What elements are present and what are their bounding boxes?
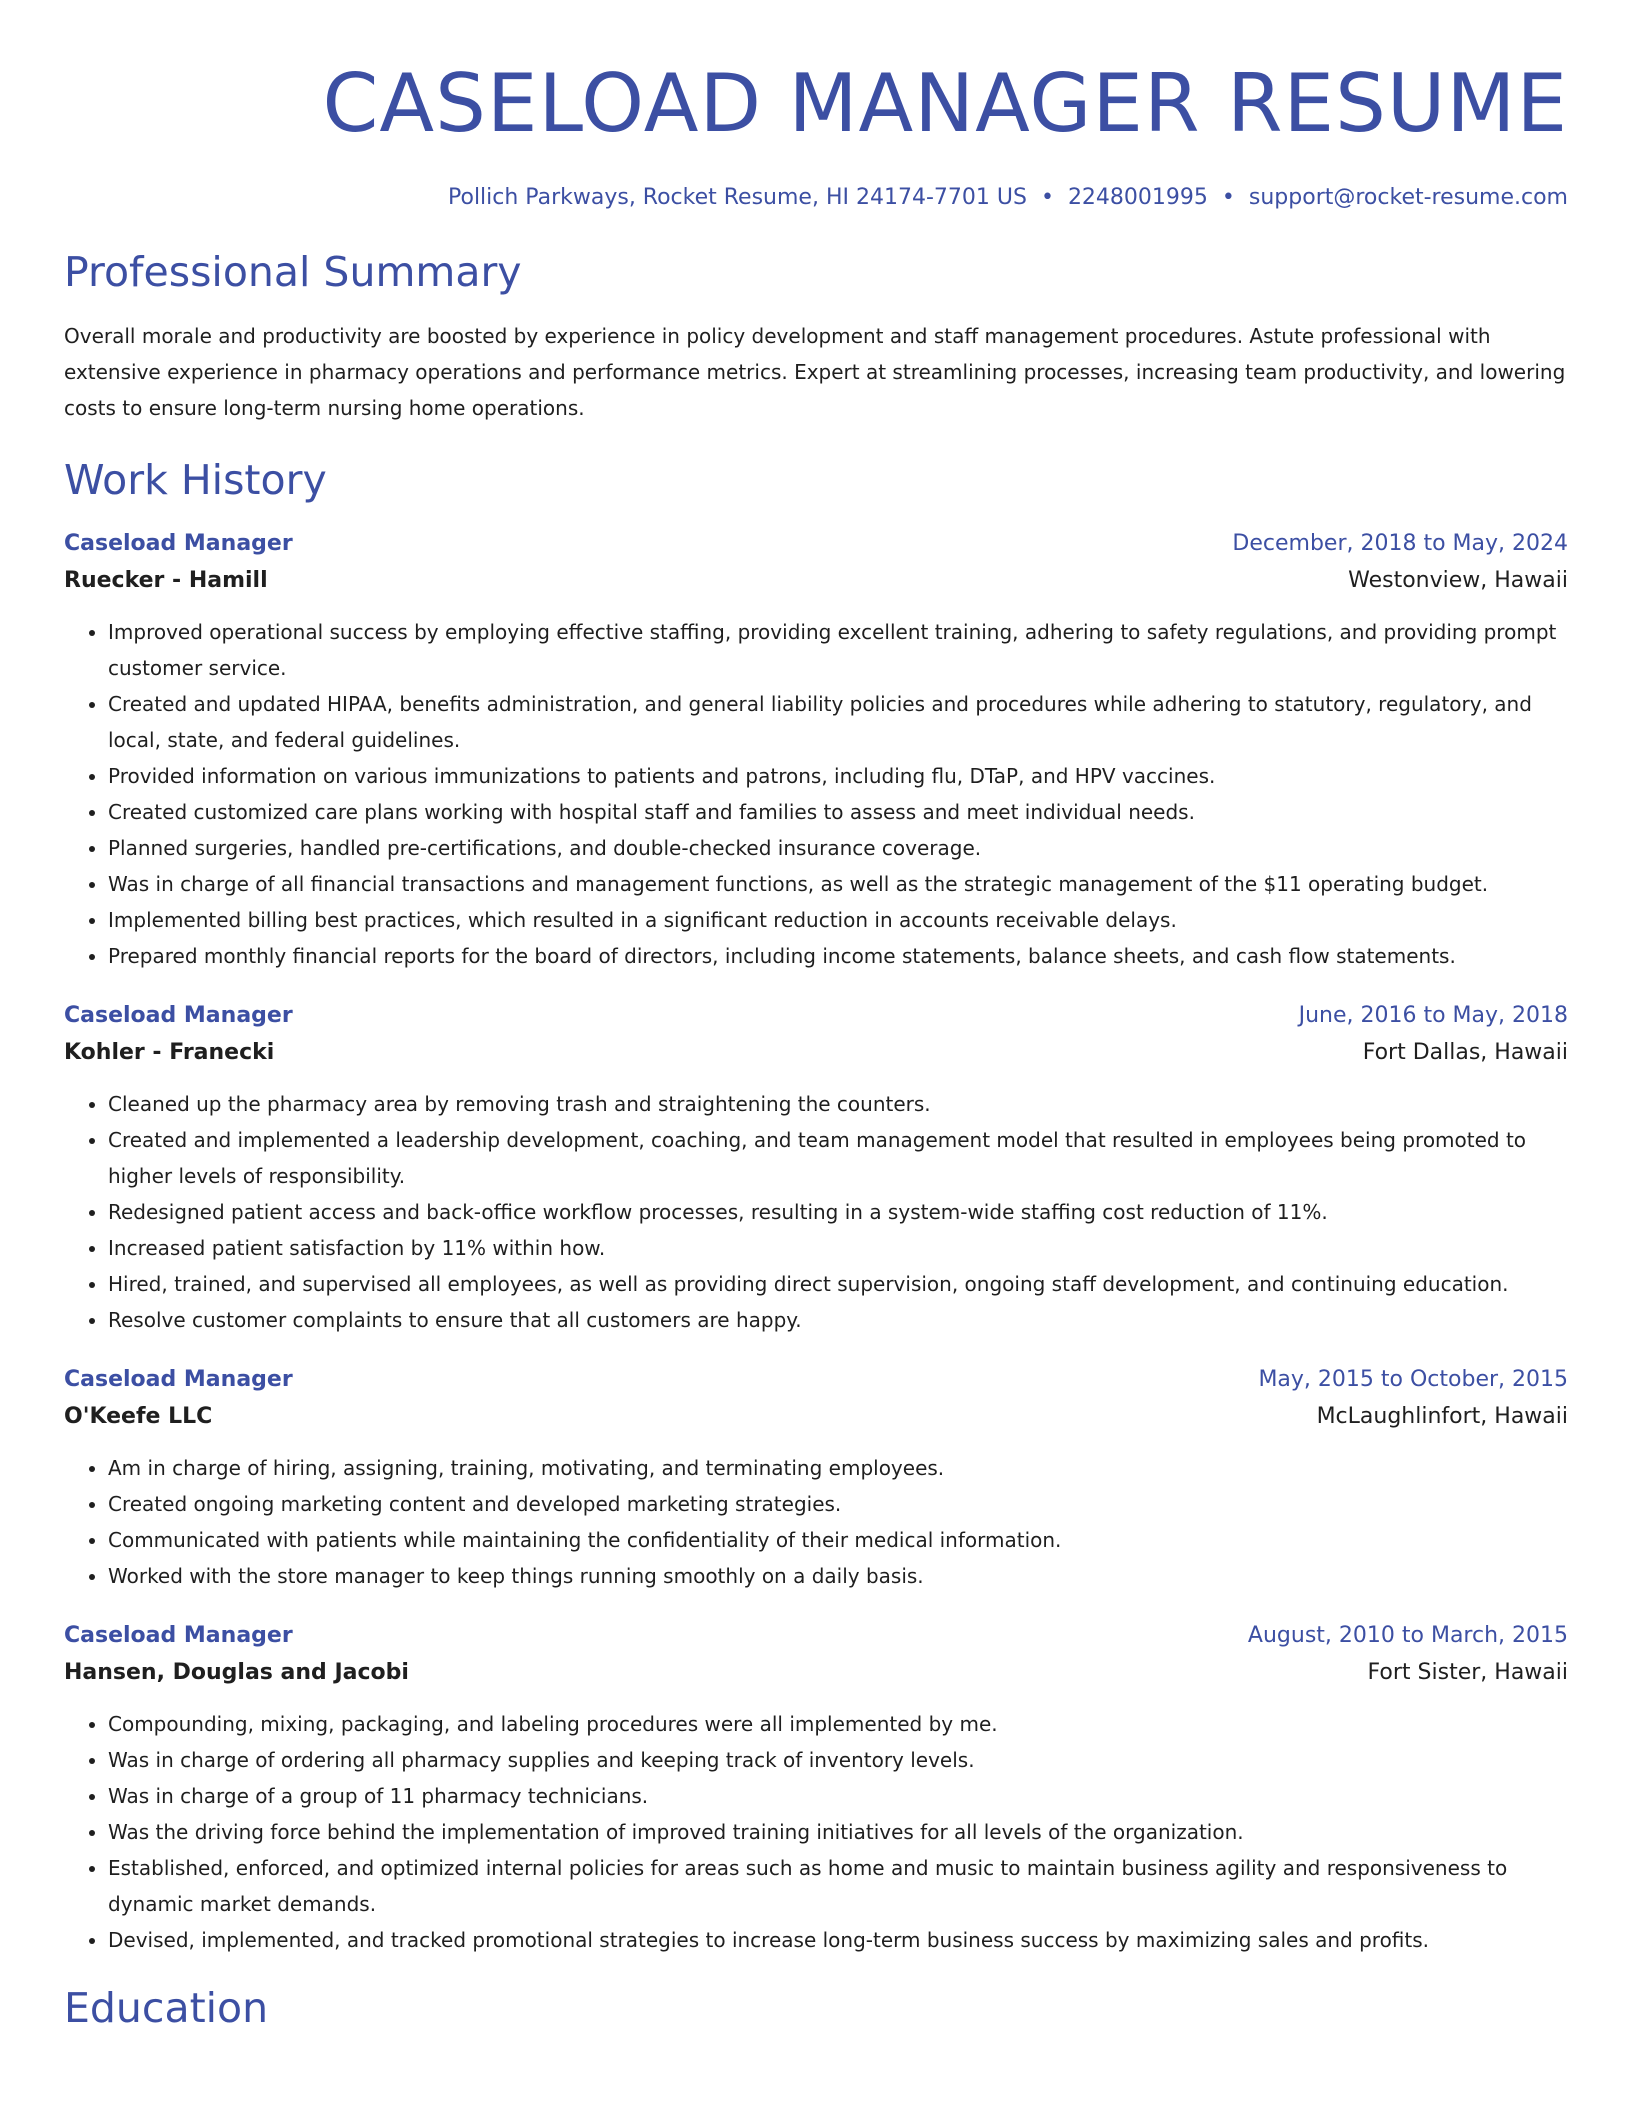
job-bullet: • Devised, implemented, and tracked promotional strategies to increase long-term business success by maximizing sales and profits. (108, 1922, 1568, 1958)
summary-text: Overall morale and productivity are boosted by experience in policy development and staff management procedures. Astute professional with extensive experience in pharmacy operations and performance metrics. Expert at streamlining processes, increasing team productivity, and lowering costs to ensure long-term nursing home operations. (64, 324, 1566, 420)
summary-heading: Professional Summary (64, 248, 522, 296)
job-company-row (64, 1034, 1568, 1072)
job-location: McLaughlinfort, Hawaii (1316, 1404, 1568, 1429)
job-title: Caseload Manager (64, 1623, 293, 1648)
job-bullet: • Was the driving force behind the implementation of improved training initiatives for all levels of the organization. (108, 1814, 1568, 1850)
resume-page (64, 0, 1568, 2034)
job-bullet: • Compounding, mixing, packaging, and labeling procedures were all implemented by me. (108, 1706, 1568, 1742)
job-dates: May, 2015 to October, 2015 (1258, 1367, 1568, 1392)
job-location: Westonview, Hawaii (1348, 568, 1568, 593)
job-bullet: • Worked with the store manager to keep things running smoothly on a daily basis. (108, 1558, 1568, 1594)
job-bullet: • Cleaned up the pharmacy area by removing trash and straightening the counters. (108, 1086, 1568, 1122)
job-bullet: • Created ongoing marketing content and developed marketing strategies. (108, 1486, 1568, 1522)
job-company-row (64, 1654, 1568, 1692)
job-bullet: • Created customized care plans working with hospital staff and families to assess and meet individual needs. (108, 794, 1568, 830)
job-company: O'Keefe LLC (64, 1404, 213, 1429)
job-bullet-list (64, 1706, 1568, 1958)
job-title-row (64, 1362, 1568, 1398)
job-location: Fort Sister, Hawaii (1367, 1660, 1568, 1685)
contact-address: Pollich Parkways, Rocket Resume, HI 24174-7701 US (448, 185, 1027, 210)
job-bullet: • Was in charge of ordering all pharmacy supplies and keeping track of inventory levels. (108, 1742, 1568, 1778)
contact-email: support@rocket-resume.com (1248, 185, 1568, 210)
job-bullet: • Was in charge of all financial transactions and management functions, as well as the strategic management of the $11 operating budget. (108, 866, 1568, 902)
job-bullet: • Am in charge of hiring, assigning, training, motivating, and terminating employees. (108, 1450, 1568, 1486)
job-title: Caseload Manager (64, 1367, 293, 1392)
job-bullet: • Provided information on various immunizations to patients and patrons, including flu, DTaP, and HPV vaccines. (108, 758, 1568, 794)
resume-title: CASELOAD MANAGER RESUME (322, 57, 1568, 150)
job-bullet: • Communicated with patients while maintaining the confidentiality of their medical information. (108, 1522, 1568, 1558)
job-bullet: • Created and implemented a leadership development, coaching, and team management model that resulted in employees being promoted to higher levels of responsibility. (108, 1122, 1568, 1194)
job-bullet: • Hired, trained, and supervised all employees, as well as providing direct supervision, ongoing staff development, and continuing education. (108, 1266, 1568, 1302)
job-dates: August, 2010 to March, 2015 (1247, 1623, 1568, 1648)
job-bullet: • Implemented billing best practices, which resulted in a significant reduction in accounts receivable delays. (108, 902, 1568, 938)
job-bullet: • Prepared monthly financial reports for the board of directors, including income statements, balance sheets, and cash flow statements. (108, 938, 1568, 974)
job-company: Kohler - Franecki (64, 1040, 275, 1065)
work-history-heading: Work History (64, 456, 327, 504)
job-company: Hansen, Douglas and Jacobi (64, 1660, 409, 1685)
job-company: Ruecker - Hamill (64, 568, 268, 593)
job-company-row (64, 1398, 1568, 1436)
job-title: Caseload Manager (64, 531, 293, 556)
resume-header (64, 0, 1568, 214)
job-dates: June, 2016 to May, 2018 (1298, 1003, 1568, 1028)
contact-separator: • (1040, 185, 1054, 210)
job-bullet: • Increased patient satisfaction by 11% within how. (108, 1230, 1568, 1266)
work-history-list (64, 526, 1568, 1958)
job-entry (64, 1618, 1568, 1958)
job-dates: December, 2018 to May, 2024 (1232, 531, 1568, 556)
job-company-row (64, 562, 1568, 600)
job-bullet: • Improved operational success by employing effective staffing, providing excellent training, adhering to safety regulations, and providing prompt customer service. (108, 614, 1568, 686)
education-heading: Education (64, 1984, 269, 2032)
job-entry (64, 1362, 1568, 1594)
contact-separator: • (1221, 185, 1235, 210)
job-title-row (64, 1618, 1568, 1654)
job-bullet: • Created and updated HIPAA, benefits administration, and general liability policies and procedures while adhering to statutory, regulatory, and local, state, and federal guidelines. (108, 686, 1568, 758)
job-bullet: • Resolve customer complaints to ensure that all customers are happy. (108, 1302, 1568, 1338)
job-entry (64, 526, 1568, 974)
job-location: Fort Dallas, Hawaii (1362, 1040, 1568, 1065)
contact-phone: 2248001995 (1067, 185, 1208, 210)
job-bullet: • Was in charge of a group of 11 pharmacy technicians. (108, 1778, 1568, 1814)
job-bullet: • Redesigned patient access and back-office workflow processes, resulting in a system-wide staffing cost reduction of 11%. (108, 1194, 1568, 1230)
job-title-row (64, 998, 1568, 1034)
job-bullet: • Planned surgeries, handled pre-certifications, and double-checked insurance coverage. (108, 830, 1568, 866)
job-title-row (64, 526, 1568, 562)
job-bullet-list (64, 1086, 1568, 1338)
job-bullet-list (64, 614, 1568, 974)
job-bullet-list (64, 1450, 1568, 1594)
job-entry (64, 998, 1568, 1338)
contact-line (64, 182, 1568, 214)
job-bullet: • Established, enforced, and optimized internal policies for areas such as home and music to maintain business agility and responsiveness to dynamic market demands. (108, 1850, 1568, 1922)
job-title: Caseload Manager (64, 1003, 293, 1028)
